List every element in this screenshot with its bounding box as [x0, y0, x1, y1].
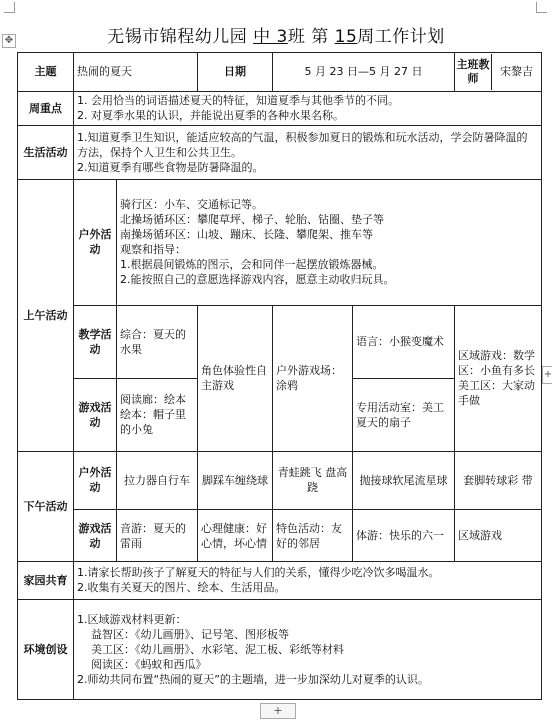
cell-text: 特色活动：友好的邻居	[276, 521, 342, 550]
cell-text: 抛接球软尾流星球	[359, 473, 448, 487]
cell-text: 户外游戏场：涂鸦	[276, 364, 342, 393]
theme-value: 热闹的夏天	[77, 65, 132, 79]
afternoon-outdoor-label-cell	[74, 451, 117, 509]
add-column-button[interactable]: +	[542, 366, 552, 384]
weekly-plan-table	[17, 52, 542, 700]
environment-content[interactable]	[74, 599, 542, 699]
cell-text: 拉力器自行车	[124, 473, 190, 487]
morning-game-label: 游戏活动	[78, 400, 112, 429]
afternoon-outdoor-tue[interactable]	[198, 451, 273, 509]
cell-text: 区域游戏：数学区：小鱼有多长美工区：大家动手做	[458, 349, 536, 408]
afternoon-outdoor-thu[interactable]	[353, 451, 455, 509]
page-corner-mark-right	[536, 2, 547, 13]
weekly-focus-label-cell	[18, 91, 74, 125]
weekly-focus-line: 1. 会用恰当的词语描述夏天的特征，知道夏季与其他季节的不同。	[77, 94, 399, 108]
morning-activity-label-cell	[18, 180, 74, 451]
environment-line: 阅读区：《蚂蚁和西瓜》	[91, 657, 207, 671]
morning-wed[interactable]	[273, 305, 353, 451]
morning-fri[interactable]	[455, 305, 542, 451]
life-activity-line: 2.知道夏季有哪些食物是防暑降温的。	[77, 161, 264, 175]
theme-label: 主题	[34, 65, 57, 79]
morning-teaching-label: 教学活动	[78, 327, 112, 356]
morning-game-label-cell	[74, 378, 117, 451]
page-corner-mark-left	[4, 2, 15, 13]
morning-mon-teaching[interactable]	[117, 305, 198, 378]
add-row-button[interactable]: +	[260, 703, 296, 719]
home-coop-content[interactable]	[74, 562, 542, 600]
life-activity-label: 生活活动	[23, 146, 68, 160]
cell-text: 体游：快乐的六一	[356, 529, 444, 543]
morning-outdoor-line: 南操场循环区：山坡、蹦床、长隆、攀爬架、推车等	[120, 228, 373, 242]
home-coop-label-cell	[18, 562, 74, 600]
cell-text: 套脚转球彩 带	[463, 473, 533, 487]
morning-outdoor-line: 2.能按照自己的意愿选择游戏内容，愿意主动收归玩具。	[120, 273, 395, 287]
afternoon-outdoor-label: 户外活动	[78, 466, 112, 495]
title-class-name: 中 3	[253, 27, 288, 47]
date-label-cell	[198, 53, 273, 92]
date-value-cell[interactable]	[273, 53, 455, 92]
morning-outdoor-line: 北操场循环区：攀爬草坪、梯子、轮胎、钻圈、垫子等	[120, 213, 384, 227]
afternoon-game-label: 游戏活动	[78, 521, 112, 550]
morning-outdoor-line: 观察和指导：	[120, 243, 186, 257]
table-move-handle-icon[interactable]: ✥	[2, 34, 16, 48]
cell-text: 青蛙跳飞 盘高 跷	[277, 466, 348, 495]
teacher-value: 宋黎吉	[500, 65, 534, 79]
afternoon-game-thu[interactable]	[353, 510, 455, 562]
title-week-number: 15	[334, 27, 358, 47]
afternoon-game-label-cell	[74, 510, 117, 562]
cell-text: 专用活动室：美工 夏天的扇子	[356, 400, 444, 429]
life-activity-label-cell	[18, 126, 74, 180]
date-label: 日期	[224, 65, 246, 79]
environment-line: 2.师幼共同布置“热闹的夏天”的主题墙，进一步加深幼儿对夏季的认识。	[77, 672, 429, 686]
afternoon-activity-label-cell	[18, 451, 74, 562]
home-coop-line: 1.请家长帮助孩子了解夏天的特征与人们的关系，懂得少吃冷饮多喝温水。	[77, 566, 440, 580]
theme-label-cell	[18, 53, 74, 92]
weekly-focus-label: 周重点	[29, 101, 62, 115]
cell-text: 心理健康：好心情，坏心情	[201, 521, 267, 550]
morning-teaching-label-cell	[74, 305, 117, 378]
morning-thu-game[interactable]	[353, 378, 455, 451]
morning-outdoor-content[interactable]	[117, 180, 542, 305]
cell-text: 阅读廊：绘本 绘本：帽子里的小兔	[120, 393, 186, 437]
date-value: 5 月 23 日—5 月 27 日	[304, 65, 423, 79]
title-class-suffix: 班	[287, 27, 306, 47]
page-title	[0, 22, 552, 47]
teacher-label: 主班教师	[455, 54, 492, 90]
cell-text: 角色体验性自主游戏	[201, 364, 267, 393]
environment-line: 1.区域游戏材料更新：	[77, 612, 187, 626]
afternoon-game-wed[interactable]	[273, 510, 353, 562]
weekly-focus-content[interactable]	[74, 91, 542, 125]
morning-activity-label: 上午活动	[23, 308, 68, 322]
cell-text: 区域游戏	[458, 529, 503, 543]
cell-text: 语言：小猴变魔术	[356, 335, 444, 349]
afternoon-game-fri[interactable]	[455, 510, 542, 562]
home-coop-line: 2.收集有关夏天的图片、绘本、生活用品。	[77, 581, 286, 595]
theme-value-cell[interactable]	[74, 53, 198, 92]
title-prefix: 无锡市锦程幼儿园	[107, 27, 248, 47]
morning-tue[interactable]	[198, 305, 273, 451]
afternoon-activity-label: 下午活动	[23, 499, 68, 513]
afternoon-outdoor-wed[interactable]	[273, 451, 353, 509]
home-coop-label: 家园共育	[23, 573, 68, 587]
morning-outdoor-label-cell	[74, 180, 117, 305]
environment-line: 益智区：《幼儿画册》、记号笔、图形板等	[91, 627, 289, 641]
morning-thu-teaching[interactable]	[353, 305, 455, 378]
afternoon-outdoor-mon[interactable]	[117, 451, 198, 509]
teacher-cell[interactable]	[455, 53, 542, 92]
weekly-focus-line: 2. 对夏季水果的认识，并能说出夏季的各种水果名称。	[77, 109, 344, 123]
environment-line: 美工区：《幼儿画册》、水彩笔、泥工板、彩纸等材料	[91, 642, 344, 656]
morning-mon-game[interactable]	[117, 378, 198, 451]
title-week-prefix: 第	[311, 27, 329, 47]
morning-outdoor-label: 户外活动	[78, 228, 112, 257]
afternoon-game-mon[interactable]	[117, 510, 198, 562]
environment-label-cell	[18, 599, 74, 699]
afternoon-game-tue[interactable]	[198, 510, 273, 562]
morning-outdoor-line: 骑行区：小车、交通标记等。	[120, 198, 263, 212]
life-activity-line: 1.知道夏季卫生知识，能适应较高的气温，积极参加夏日的锻炼和玩水活动，学会防暑降温的方法，保持个人卫生和公共卫生。	[77, 131, 528, 160]
title-week-suffix: 周工作计划	[357, 27, 445, 47]
afternoon-outdoor-fri[interactable]	[455, 451, 542, 509]
environment-label: 环境创设	[23, 642, 68, 656]
morning-outdoor-line: 1.根据晨间锻炼的图示，会和同伴一起摆放锻炼器械。	[120, 258, 384, 272]
cell-text: 音游：夏天的雷雨	[120, 521, 186, 550]
life-activity-content[interactable]	[74, 126, 542, 180]
cell-text: 脚踩车缠绕球	[202, 473, 268, 487]
cell-text: 综合：夏天的水果	[120, 327, 186, 356]
